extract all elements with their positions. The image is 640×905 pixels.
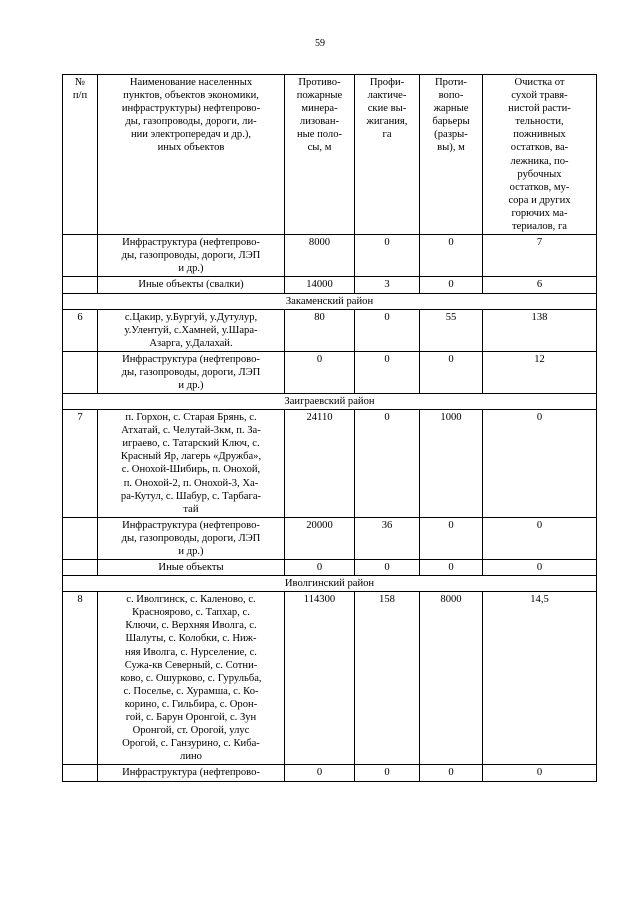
barriers-value: 0: [420, 560, 483, 576]
barriers-value: 0: [420, 277, 483, 293]
header-number: № п/п: [63, 75, 98, 235]
section-row: [63, 293, 597, 309]
barriers-value: 0: [420, 517, 483, 559]
object-names: Инфраструктура (нефтепрово- ды, газопроводы, дороги, ЛЭП и др.): [98, 351, 285, 393]
table-row: [63, 560, 597, 576]
section-title: Иволгинский район: [63, 576, 597, 592]
object-names: с. Иволгинск, с. Каленово, с. Красноярово, с. Тапхар, с. Ключи, с. Верхняя Иволга, с. Шалуты, с. Колобки, с. Ниж- няя Иволга, с. Нурселение, с. Сужа-кв Северный, с. Сотни- ково, с. Ошурково, с. Гурульба, с. Поселье, с. Хурамша, с. Ко- корино, с. Гильбира, с. Орон- гой, с. Барун Оронгой, с. Зун Оронгой, ст. Орогой, улус Орогой, с. Ганзурино, с. Киба- лино: [98, 592, 285, 765]
table-row: [63, 277, 597, 293]
header-barriers: Проти- вопо- жарные барьеры (разры- вы), м: [420, 75, 483, 235]
section-row: [63, 394, 597, 410]
row-number: 7: [63, 410, 98, 518]
object-names: Иные объекты (свалки): [98, 277, 285, 293]
header-mineral-strips: Противо- пожарные минера- лизован- ные поло- сы, м: [285, 75, 355, 235]
header-cleaning: Очистка от сухой травя- нистой расти- тельности, пожнивных остатков, ва- лежника, по- рубочных остатков, му- сора и других горючих ма- териалов, га: [483, 75, 597, 235]
mineral-strips-value: 20000: [285, 517, 355, 559]
object-names: Инфраструктура (нефтепрово- ды, газопроводы, дороги, ЛЭП и др.): [98, 517, 285, 559]
section-title: Закаменский район: [63, 293, 597, 309]
header-name: Наименование населенных пунктов, объектов экономики, инфраструктуры) нефтепрово- ды, газопроводы, дороги, ли- нии электропередач и др.), иных объектов: [98, 75, 285, 235]
object-names: п. Горхон, с. Старая Брянь, с. Атхатай, с. Челутай-3км, п. За- играево, с. Татарский Ключ, с. Красный Яр, лагерь «Дружба», с. Онохой-Шибирь, п. Онохой, п. Онохой-2, п. Онохой-3, Ха- ра-Кутул, с. Шабур, с. Тарбага- тай: [98, 410, 285, 518]
burning-value: 0: [355, 560, 420, 576]
burning-value: 158: [355, 592, 420, 765]
cleaning-value: 0: [483, 560, 597, 576]
fire-prevention-table: [62, 74, 597, 782]
barriers-value: 1000: [420, 410, 483, 518]
mineral-strips-value: 0: [285, 351, 355, 393]
mineral-strips-value: 8000: [285, 235, 355, 277]
table-row: [63, 517, 597, 559]
cleaning-value: 138: [483, 309, 597, 351]
page-number: 59: [315, 38, 325, 49]
table-row: [63, 765, 597, 781]
row-number: [63, 765, 98, 781]
cleaning-value: 0: [483, 765, 597, 781]
burning-value: 36: [355, 517, 420, 559]
table-row: [63, 351, 597, 393]
table-row: [63, 592, 597, 765]
section-title: Заиграевский район: [63, 394, 597, 410]
row-number: [63, 277, 98, 293]
burning-value: 0: [355, 309, 420, 351]
mineral-strips-value: 24110: [285, 410, 355, 518]
row-number: [63, 235, 98, 277]
object-names: с.Цакир, у.Бургуй, у.Дутулур, у.Улентуй, с.Хамней, у.Шара- Азарга, у.Далахай.: [98, 309, 285, 351]
cleaning-value: 7: [483, 235, 597, 277]
mineral-strips-value: 114300: [285, 592, 355, 765]
row-number: [63, 351, 98, 393]
cleaning-value: 14,5: [483, 592, 597, 765]
barriers-value: 0: [420, 351, 483, 393]
burning-value: 3: [355, 277, 420, 293]
cleaning-value: 6: [483, 277, 597, 293]
barriers-value: 55: [420, 309, 483, 351]
header-burning: Профи- лактиче- ские вы- жигания, га: [355, 75, 420, 235]
mineral-strips-value: 14000: [285, 277, 355, 293]
cleaning-value: 12: [483, 351, 597, 393]
table-row: [63, 410, 597, 518]
cleaning-value: 0: [483, 517, 597, 559]
barriers-value: 8000: [420, 592, 483, 765]
row-number: 8: [63, 592, 98, 765]
object-names: Иные объекты: [98, 560, 285, 576]
barriers-value: 0: [420, 235, 483, 277]
barriers-value: 0: [420, 765, 483, 781]
object-names: Инфраструктура (нефтепрово-: [98, 765, 285, 781]
header-row: [63, 75, 597, 235]
section-row: [63, 576, 597, 592]
burning-value: 0: [355, 235, 420, 277]
table-row: [63, 309, 597, 351]
object-names: Инфраструктура (нефтепрово- ды, газопроводы, дороги, ЛЭП и др.): [98, 235, 285, 277]
row-number: [63, 517, 98, 559]
table-row: [63, 235, 597, 277]
mineral-strips-value: 0: [285, 560, 355, 576]
row-number: [63, 560, 98, 576]
cleaning-value: 0: [483, 410, 597, 518]
burning-value: 0: [355, 765, 420, 781]
burning-value: 0: [355, 410, 420, 518]
burning-value: 0: [355, 351, 420, 393]
row-number: 6: [63, 309, 98, 351]
mineral-strips-value: 0: [285, 765, 355, 781]
mineral-strips-value: 80: [285, 309, 355, 351]
